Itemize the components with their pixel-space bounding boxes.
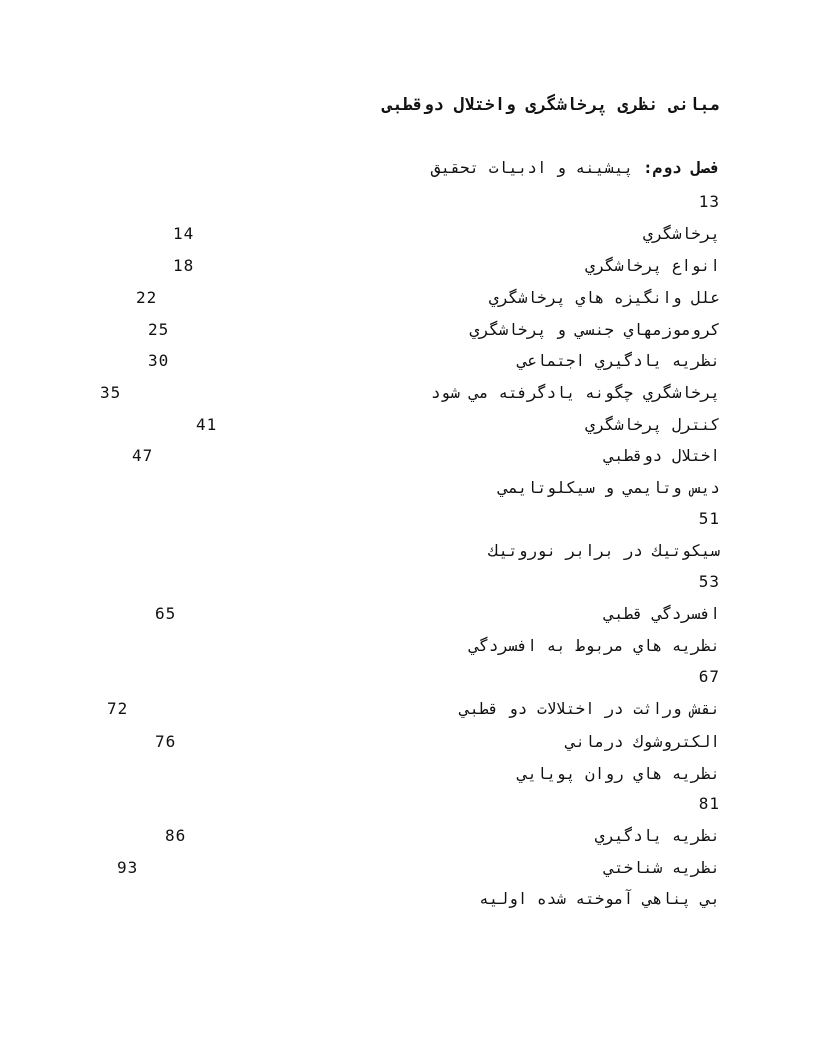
toc-entry-page: 72 bbox=[107, 699, 129, 718]
toc-entry-text: افسردگي قطبي bbox=[604, 604, 720, 623]
toc-entry-page: 41 bbox=[196, 415, 218, 434]
toc-entry-text: علل وانگيزه هاي پرخاشگري bbox=[488, 288, 720, 307]
toc-entry-page: 81 bbox=[698, 794, 720, 813]
toc-entry-page: 18 bbox=[173, 256, 195, 275]
chapter-page-number: 13 bbox=[698, 192, 720, 211]
toc-entry-page: 76 bbox=[155, 732, 177, 751]
toc-entry-page: 53 bbox=[698, 572, 720, 591]
toc-entry-text: اختلال دوقطبي bbox=[604, 446, 720, 465]
toc-entry-page: 25 bbox=[148, 320, 170, 339]
toc-entry-page: 22 bbox=[136, 288, 158, 307]
toc-entry-text: ديس وتايمي و سيكلوتايمي bbox=[498, 478, 720, 497]
toc-entry-text: كنترل پرخاشگري bbox=[585, 415, 720, 434]
toc-entry-page: 67 bbox=[698, 667, 720, 686]
toc-entry-text: الكتروشوك درماني bbox=[565, 732, 720, 751]
toc-entry-text: كروموزمهاي جنسي و پرخاشگري bbox=[469, 320, 720, 339]
document-title: مبانی نظری پرخاشگری واختلال دوقطبی bbox=[382, 95, 720, 115]
toc-entry-text: سيكوتيك در برابر نوروتيك bbox=[488, 541, 720, 560]
toc-entry-text: نظريه شناختي bbox=[604, 858, 720, 877]
chapter-label: فصل دوم: bbox=[642, 158, 720, 177]
toc-entry-page: 93 bbox=[117, 858, 139, 877]
toc-entry-text: نقش وراثت در اختلالات دو قطبي bbox=[459, 699, 720, 718]
chapter-title: پیشینه و ادبیات تحقیق bbox=[431, 158, 634, 177]
toc-entry-page: 47 bbox=[132, 446, 154, 465]
toc-entry-text: نظريه يادگيري bbox=[594, 826, 720, 845]
toc-entry-text: بي پناهي آموخته شده اوليه bbox=[479, 889, 720, 908]
toc-entry-text: پرخاشگري چگونه يادگرفته مي شود bbox=[431, 383, 720, 402]
toc-entry-page: 65 bbox=[155, 604, 177, 623]
toc-entry-page: 35 bbox=[100, 383, 122, 402]
chapter-heading bbox=[431, 158, 720, 177]
toc-entry-text: نظريه هاي روان پويايي bbox=[517, 764, 720, 783]
toc-entry-text: نظريه هاي مربوط به افسردگي bbox=[469, 636, 720, 655]
toc-entry-text: پرخاشگري bbox=[642, 224, 720, 243]
toc-entry-page: 86 bbox=[165, 826, 187, 845]
toc-entry-page: 51 bbox=[698, 509, 720, 528]
toc-entry-text: انواع پرخاشگري bbox=[585, 256, 720, 275]
toc-entry-text: نظريه يادگيري اجتماعي bbox=[517, 351, 720, 370]
toc-entry-page: 14 bbox=[173, 224, 195, 243]
toc-entry-page: 30 bbox=[148, 351, 170, 370]
